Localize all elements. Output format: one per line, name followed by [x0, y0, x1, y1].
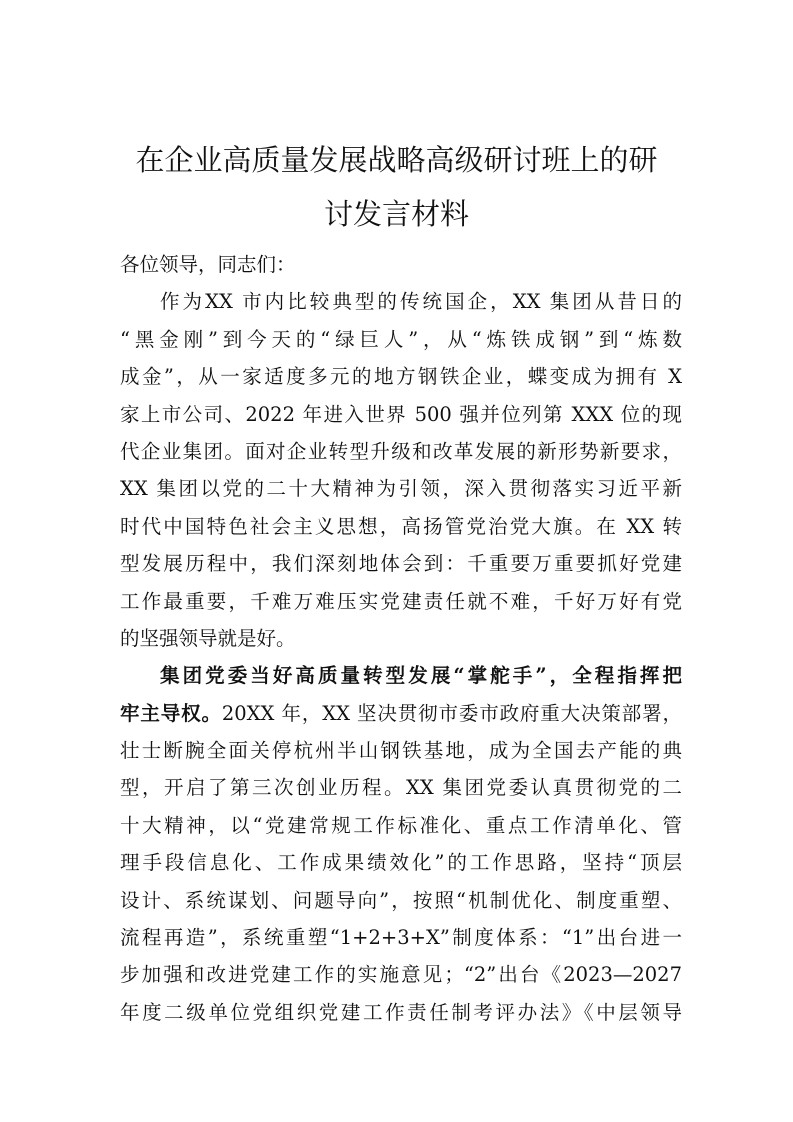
paragraph-line: 型发展历程中，我们深刻地体会到：千重要万重要抓好党建 — [120, 552, 682, 576]
paragraph-line: 时代中国特色社会主义思想，高扬管党治党大旗。在 XX 转 — [120, 514, 682, 538]
document-body — [120, 246, 682, 1031]
document-title-line-1: 在企业高质量发展战略高级研讨班上的研 — [135, 143, 658, 177]
paragraph-line — [120, 695, 682, 732]
document-title-line-2: 讨发言材料 — [323, 197, 469, 231]
paragraph-line: XX 集团以党的二十大精神为引领，深入贯彻落实习近平新 — [120, 477, 682, 501]
paragraph-line: 年度二级单位党组织党建工作责任制考评办法》《中层领导 — [120, 1000, 682, 1024]
paragraph-line: 型，开启了第三次创业历程。XX 集团党委认真贯彻党的二 — [120, 776, 682, 800]
paragraph-2 — [120, 657, 682, 1031]
section-heading: 集团党委当好高质量转型发展“掌舵手”，全程指挥把 — [160, 664, 682, 688]
paragraph-text: 20XX 年，XX 坚决贯彻市委市政府重大决策部署， — [221, 701, 682, 725]
paragraph-line: 代企业集团。面对企业转型升级和改革发展的新形势新要求， — [120, 439, 682, 463]
paragraph-line: 工作最重要，千难万难压实党建责任就不难，千好万好有党 — [120, 589, 682, 613]
paragraph-1 — [120, 283, 682, 657]
paragraph-line: 成金”，从一家适度多元的地方钢铁企业，蝶变成为拥有 X — [120, 365, 682, 389]
paragraph-line: 的坚强领导就是好。 — [120, 626, 296, 650]
paragraph-line: “黑金刚”到今天的“绿巨人”，从“炼铁成钢”到“炼数 — [120, 327, 682, 351]
paragraph-line: 作为XX 市内比较典型的传统国企，XX 集团从昔日的 — [160, 290, 682, 314]
greeting: 各位领导，同志们： — [120, 253, 296, 276]
paragraph-line: 家上市公司、2022 年进入世界 500 强并位列第 XXX 位的现 — [120, 402, 682, 426]
paragraph-line: 理手段信息化、工作成果绩效化”的工作思路，坚持“顶层 — [120, 851, 682, 875]
section-heading-end: 牢主导权。 — [120, 701, 222, 725]
paragraph-line: 步加强和改进党建工作的实施意见；“2”出台《2023—2027 — [120, 963, 682, 987]
paragraph-line: 壮士断腕全面关停杭州半山钢铁基地，成为全国去产能的典 — [120, 739, 682, 763]
paragraph-line: 设计、系统谋划、问题导向”，按照“机制优化、制度重塑、 — [120, 888, 682, 912]
paragraph-line: 十大精神，以“党建常规工作标准化、重点工作清单化、管 — [120, 813, 682, 837]
paragraph-line: 流程再造”，系统重塑“1+2+3+X”制度体系：“1”出台进一 — [120, 926, 682, 950]
